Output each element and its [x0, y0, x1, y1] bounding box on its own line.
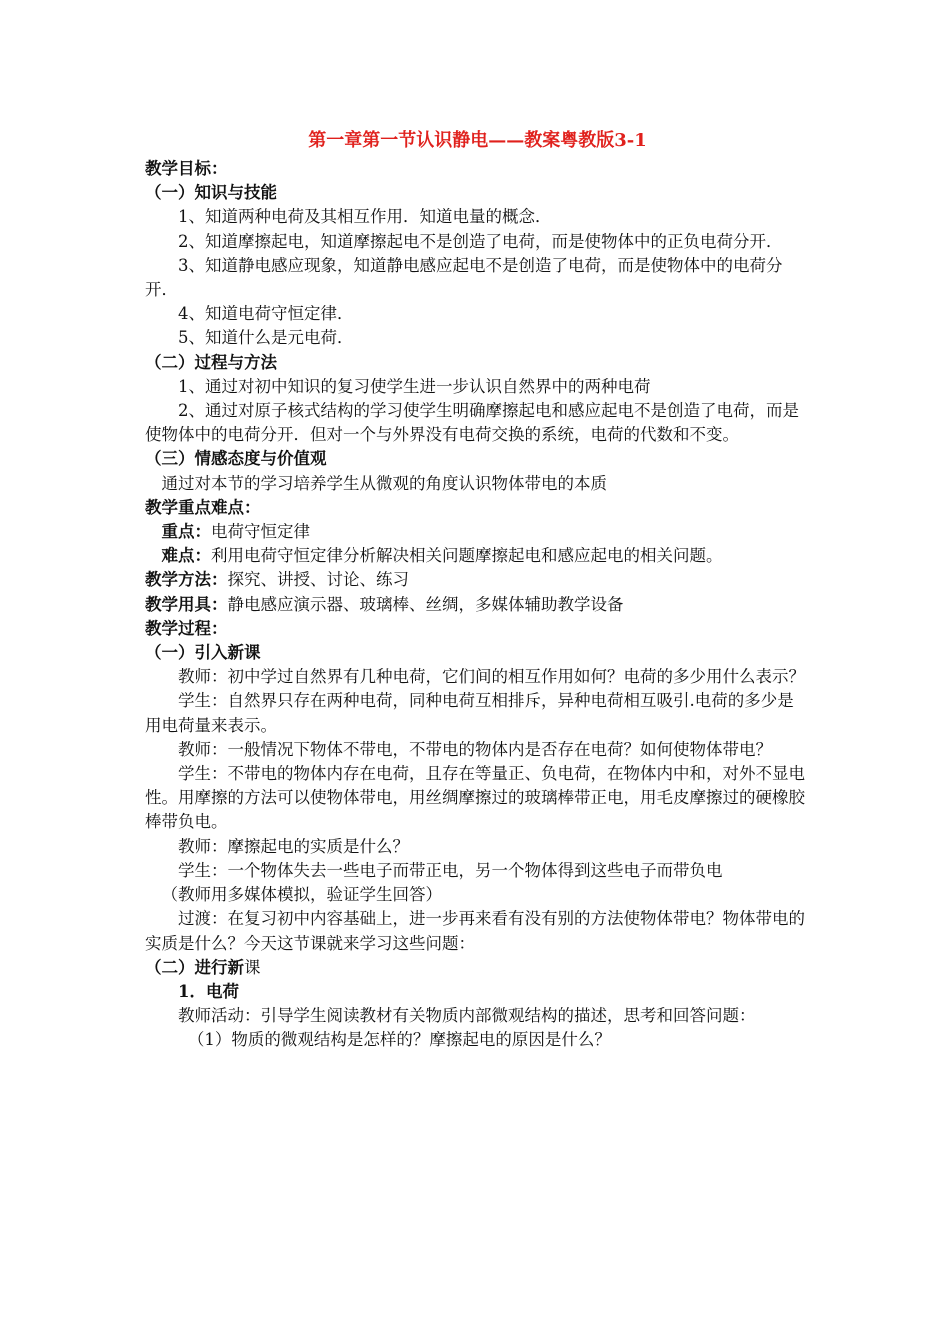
dialogue-paragraph: 学生：不带电的物体内存在电荷，且存在等量正、负电荷，在物体内中和，对外不显电性。用摩擦的方法可以使物体带电，用丝绸摩擦过的玻璃棒带正电，用毛皮摩擦过的硬橡胶棒带负电。: [145, 764, 805, 832]
tools-label: 教学用具：: [145, 594, 228, 614]
focus-label: 重点：: [161, 522, 211, 542]
knowledge-skills-heading: （一）知识与技能: [145, 183, 277, 203]
dialogue-paragraph: 教师：摩擦起电的实质是什么？: [178, 836, 409, 856]
objective-item: 3、知道静电感应现象，知道静电感应起电不是创造了电荷，而是使物体中的电荷分开．: [145, 255, 783, 300]
attitude-values-heading: （三）情感态度与价值观: [145, 449, 327, 469]
dialogue-paragraph: 教师：初中学过自然界有几种电荷，它们间的相互作用如何？电荷的多少用什么表示？: [178, 667, 805, 687]
question-item: （1）物质的微观结构是怎样的？摩擦起电的原因是什么？: [187, 1030, 611, 1050]
process-heading: 教学过程：: [145, 618, 228, 638]
objective-item: 2、通过对原子核式结构的学习使学生明确摩擦起电和感应起电不是创造了电荷，而是使物体中的电荷分开．但对一个与外界没有电荷交换的系统，电荷的代数和不变。: [145, 401, 799, 445]
dialogue-paragraph: 学生：一个物体失去一些电子而带正电，另一个物体得到这些电子而带负电: [178, 860, 723, 880]
methods-text: 探究、讲授、讨论、练习: [227, 570, 409, 590]
dialogue-paragraph: 教师：一般情况下物体不带电，不带电的物体内是否存在电荷？如何使物体带电？: [178, 739, 772, 759]
objectives-heading: 教学目标：: [145, 159, 228, 178]
objective-item: 4、知道电荷守恒定律．: [178, 304, 354, 324]
objective-item: 1、通过对初中知识的复习使学生进一步认识自然界中的两种电荷: [178, 376, 651, 396]
methods-label: 教学方法：: [145, 570, 228, 590]
methods-line: [145, 568, 810, 592]
document-body: [145, 122, 810, 1053]
objective-item: 1、知道两种电荷及其相互作用．知道电量的概念．: [178, 207, 552, 227]
tools-text: 静电感应演示器、玻璃棒、丝绸，多媒体辅助教学设备: [227, 594, 624, 614]
keypoints-heading: 教学重点难点：: [145, 497, 261, 517]
teacher-activity: 教师活动：引导学生阅读教材有关物质内部微观结构的描述，思考和回答问题：: [178, 1006, 756, 1026]
objective-item: 5、知道什么是元电荷．: [178, 328, 354, 348]
difficulty-text: 利用电荷守恒定律分析解决相关问题摩擦起电和感应起电的相关问题。: [211, 546, 723, 566]
dialogue-paragraph: （教师用多媒体模拟，验证学生回答）: [161, 885, 442, 905]
charge-subheading: 1．电荷: [178, 981, 239, 1001]
intro-heading: （一）引入新课: [145, 643, 261, 663]
document-title: 第一章第一节认识静电——教案粤教版3-1: [308, 130, 647, 151]
dialogue-paragraph: 学生：自然界只存在两种电荷，同种电荷互相排斥，异种电荷相互吸引.电荷的多少是用电荷量来表示。: [145, 691, 794, 735]
process-method-heading: （二）过程与方法: [145, 352, 277, 372]
difficulty-label: 难点：: [161, 546, 211, 566]
difficulty-line: [145, 544, 810, 568]
new-lesson-heading: （二）进行新课: [145, 957, 261, 977]
dialogue-paragraph: 过渡：在复习初中内容基础上，进一步再来看有没有别的方法使物体带电？物体带电的实质是什么？今天这节课就来学习这些问题：: [145, 909, 805, 953]
objective-item: 2、知道摩擦起电，知道摩擦起电不是创造了电荷，而是使物体中的正负电荷分开．: [178, 231, 783, 251]
attitude-text: 通过对本节的学习培养学生从微观的角度认识物体带电的本质: [161, 473, 607, 493]
focus-line: [145, 520, 810, 544]
focus-text: 电荷守恒定律: [211, 522, 310, 542]
tools-line: [145, 593, 810, 617]
